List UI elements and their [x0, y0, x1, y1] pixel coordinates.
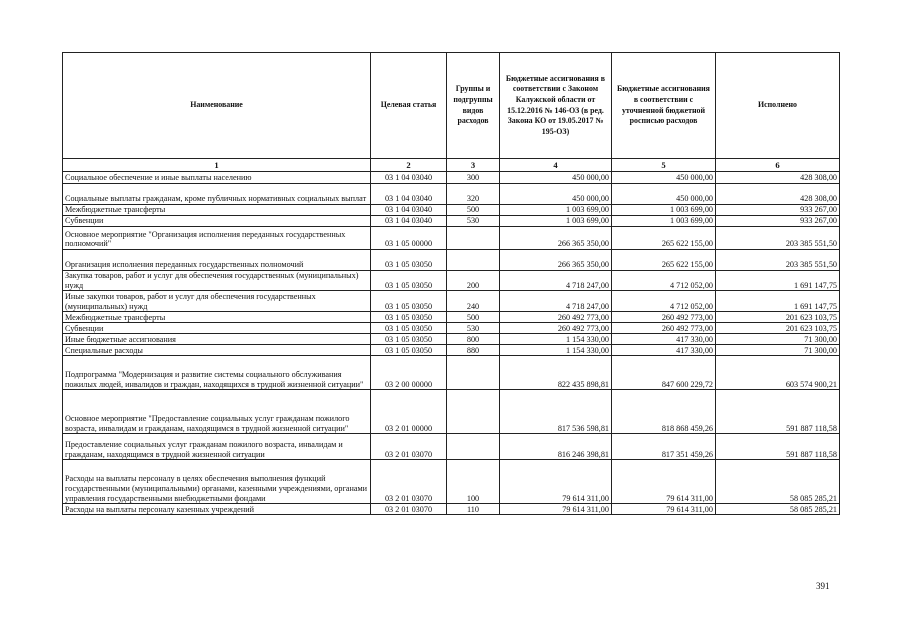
cell-group: 320	[447, 184, 500, 205]
cell-planned: 79 614 311,00	[500, 504, 612, 515]
header-name: Наименование	[63, 53, 371, 159]
cell-refined: 817 351 459,26	[612, 434, 716, 460]
cell-planned: 450 000,00	[500, 172, 612, 184]
cell-group: 100	[447, 460, 500, 504]
cell-planned: 817 536 598,81	[500, 390, 612, 434]
cell-name: Расходы на выплаты персоналу казенных учреждений	[63, 504, 371, 515]
cell-target: 03 2 01 03070	[371, 434, 447, 460]
cell-refined: 4 712 052,00	[612, 291, 716, 312]
cell-executed: 933 267,00	[716, 216, 840, 227]
cell-executed: 603 574 900,21	[716, 356, 840, 390]
column-number: 5	[612, 159, 716, 172]
table-row	[63, 504, 840, 515]
table-row	[63, 345, 840, 356]
cell-group: 500	[447, 205, 500, 216]
cell-target: 03 1 05 03050	[371, 334, 447, 345]
cell-target: 03 1 04 03040	[371, 216, 447, 227]
cell-refined: 818 868 459,26	[612, 390, 716, 434]
cell-executed: 203 385 551,50	[716, 250, 840, 271]
table-row	[63, 323, 840, 334]
table-row	[63, 291, 840, 312]
cell-planned: 1 154 330,00	[500, 345, 612, 356]
cell-group: 500	[447, 312, 500, 323]
cell-executed: 201 623 103,75	[716, 312, 840, 323]
cell-executed: 1 691 147,75	[716, 291, 840, 312]
cell-target: 03 2 00 00000	[371, 356, 447, 390]
cell-name: Подпрограмма "Модернизация и развитие системы социального обслуживания пожилых людей, инвалидов и граждан, находящихся в трудной жизненной ситуации"	[63, 356, 371, 390]
cell-executed: 201 623 103,75	[716, 323, 840, 334]
cell-group: 240	[447, 291, 500, 312]
cell-name: Субвенции	[63, 323, 371, 334]
cell-group	[447, 250, 500, 271]
table-row	[63, 250, 840, 271]
column-number: 3	[447, 159, 500, 172]
cell-target: 03 2 01 00000	[371, 390, 447, 434]
table-body	[63, 172, 840, 515]
table-row	[63, 334, 840, 345]
cell-name: Предоставление социальных услуг гражданам пожилого возраста, инвалидам и гражданам, находящимся в трудной жизненной ситуации	[63, 434, 371, 460]
cell-target: 03 1 05 00000	[371, 227, 447, 250]
cell-executed: 58 085 285,21	[716, 460, 840, 504]
cell-refined: 450 000,00	[612, 184, 716, 205]
cell-refined: 450 000,00	[612, 172, 716, 184]
header-target: Целевая статья	[371, 53, 447, 159]
cell-executed: 591 887 118,58	[716, 390, 840, 434]
cell-name: Организация исполнения переданных государственных полномочий	[63, 250, 371, 271]
cell-refined: 1 003 699,00	[612, 205, 716, 216]
cell-group: 530	[447, 216, 500, 227]
cell-target: 03 1 05 03050	[371, 323, 447, 334]
cell-planned: 822 435 898,81	[500, 356, 612, 390]
cell-refined: 4 712 052,00	[612, 271, 716, 291]
cell-planned: 1 003 699,00	[500, 216, 612, 227]
cell-planned: 1 003 699,00	[500, 205, 612, 216]
budget-table	[62, 52, 840, 515]
cell-refined: 417 330,00	[612, 334, 716, 345]
cell-target: 03 1 05 03050	[371, 312, 447, 323]
column-number: 1	[63, 159, 371, 172]
cell-executed: 203 385 551,50	[716, 227, 840, 250]
table-row	[63, 216, 840, 227]
header-refined: Бюджетные ассигнования в соответствии с уточненной бюджетной росписью расходов	[612, 53, 716, 159]
cell-planned: 4 718 247,00	[500, 291, 612, 312]
cell-target: 03 1 04 03040	[371, 172, 447, 184]
cell-refined: 79 614 311,00	[612, 460, 716, 504]
cell-executed: 71 300,00	[716, 334, 840, 345]
cell-name: Основное мероприятие "Организация исполнения переданных государственных полномочий"	[63, 227, 371, 250]
cell-planned: 266 365 350,00	[500, 227, 612, 250]
cell-name: Социальное обеспечение и иные выплаты населению	[63, 172, 371, 184]
cell-name: Основное мероприятие "Предоставление социальных услуг гражданам пожилого возраста, инвалидам и гражданам, находящимся в трудной жизненной ситуации"	[63, 390, 371, 434]
cell-executed: 1 691 147,75	[716, 271, 840, 291]
page-number: 391	[816, 581, 830, 591]
cell-refined: 260 492 773,00	[612, 312, 716, 323]
cell-group: 530	[447, 323, 500, 334]
cell-target: 03 1 04 03040	[371, 184, 447, 205]
table-row	[63, 172, 840, 184]
cell-name: Специальные расходы	[63, 345, 371, 356]
cell-refined: 847 600 229,72	[612, 356, 716, 390]
cell-group	[447, 356, 500, 390]
table-row	[63, 227, 840, 250]
table-row	[63, 460, 840, 504]
cell-group: 200	[447, 271, 500, 291]
table-row	[63, 390, 840, 434]
cell-group	[447, 227, 500, 250]
cell-target: 03 1 05 03050	[371, 250, 447, 271]
table-row	[63, 356, 840, 390]
cell-refined: 265 622 155,00	[612, 250, 716, 271]
cell-name: Субвенции	[63, 216, 371, 227]
cell-refined: 260 492 773,00	[612, 323, 716, 334]
cell-target: 03 1 04 03040	[371, 205, 447, 216]
cell-group: 800	[447, 334, 500, 345]
table-row	[63, 184, 840, 205]
cell-group: 110	[447, 504, 500, 515]
cell-name: Межбюджетные трансферты	[63, 312, 371, 323]
cell-executed: 58 085 285,21	[716, 504, 840, 515]
cell-refined: 1 003 699,00	[612, 216, 716, 227]
cell-name: Иные закупки товаров, работ и услуг для обеспечения государственных (муниципальных) нужд	[63, 291, 371, 312]
header-planned: Бюджетные ассигнования в соответствии с Законом Калужской области от 15.12.2016 № 146-ОЗ (в ред. Закона КО от 19.05.2017 № 195-ОЗ)	[500, 53, 612, 159]
cell-target: 03 2 01 03070	[371, 504, 447, 515]
table-row	[63, 312, 840, 323]
cell-planned: 260 492 773,00	[500, 323, 612, 334]
cell-executed: 428 308,00	[716, 172, 840, 184]
header-row	[63, 53, 840, 159]
table-row	[63, 271, 840, 291]
cell-executed: 71 300,00	[716, 345, 840, 356]
header-executed: Исполнено	[716, 53, 840, 159]
cell-name: Социальные выплаты гражданам, кроме публичных нормативных социальных выплат	[63, 184, 371, 205]
column-number-row	[63, 159, 840, 172]
table-row	[63, 205, 840, 216]
cell-planned: 450 000,00	[500, 184, 612, 205]
cell-executed: 933 267,00	[716, 205, 840, 216]
cell-target: 03 1 05 03050	[371, 271, 447, 291]
cell-name: Расходы на выплаты персоналу в целях обеспечения выполнения функций государственными (муниципальными) органами, казенными учреждениями, органами управления государственными внебюджетными фондами	[63, 460, 371, 504]
cell-group: 880	[447, 345, 500, 356]
cell-planned: 266 365 350,00	[500, 250, 612, 271]
header-groups: Группы и подгруппы видов расходов	[447, 53, 500, 159]
cell-group: 300	[447, 172, 500, 184]
cell-name: Межбюджетные трансферты	[63, 205, 371, 216]
table-row	[63, 434, 840, 460]
cell-executed: 591 887 118,58	[716, 434, 840, 460]
cell-refined: 79 614 311,00	[612, 504, 716, 515]
cell-group	[447, 434, 500, 460]
cell-planned: 260 492 773,00	[500, 312, 612, 323]
cell-planned: 1 154 330,00	[500, 334, 612, 345]
cell-executed: 428 308,00	[716, 184, 840, 205]
column-number: 2	[371, 159, 447, 172]
cell-refined: 417 330,00	[612, 345, 716, 356]
cell-group	[447, 390, 500, 434]
cell-target: 03 2 01 03070	[371, 460, 447, 504]
column-number: 6	[716, 159, 840, 172]
cell-planned: 816 246 398,81	[500, 434, 612, 460]
cell-name: Закупка товаров, работ и услуг для обеспечения государственных (муниципальных) нужд	[63, 271, 371, 291]
cell-target: 03 1 05 03050	[371, 291, 447, 312]
cell-planned: 4 718 247,00	[500, 271, 612, 291]
cell-name: Иные бюджетные ассигнования	[63, 334, 371, 345]
column-number: 4	[500, 159, 612, 172]
cell-refined: 265 622 155,00	[612, 227, 716, 250]
cell-planned: 79 614 311,00	[500, 460, 612, 504]
cell-target: 03 1 05 03050	[371, 345, 447, 356]
